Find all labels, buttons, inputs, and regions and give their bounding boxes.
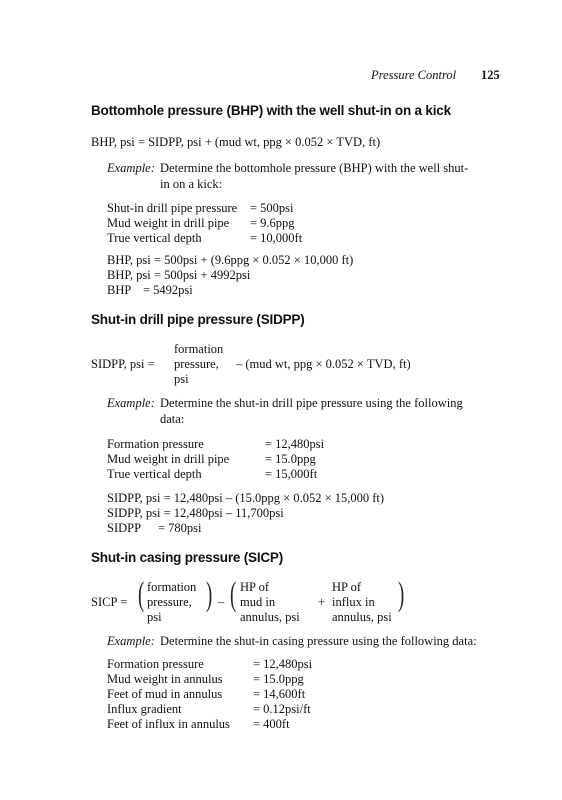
minus-sign: – bbox=[218, 595, 225, 609]
formula-term: HP of bbox=[332, 580, 362, 594]
left-parenthesis: ( bbox=[138, 576, 145, 613]
formula-term: influx in bbox=[332, 595, 375, 609]
example-label: Example: bbox=[107, 634, 155, 648]
formula-unit: psi bbox=[174, 372, 189, 386]
data-label: Feet of influx in annulus bbox=[107, 717, 230, 731]
right-parenthesis: ) bbox=[398, 576, 405, 613]
example-text: Determine the bottomhole pressure (BHP) with the well shut- bbox=[160, 161, 469, 175]
formula-term: HP of bbox=[240, 580, 270, 594]
data-label: Formation pressure bbox=[107, 437, 204, 451]
data-value: = 10,000ft bbox=[250, 231, 303, 245]
calc-line bbox=[107, 521, 202, 536]
formula-term: mud in bbox=[240, 595, 276, 609]
running-header-title: Pressure Control bbox=[371, 68, 457, 82]
calc-line: BHP, psi = 500psi + (9.6ppg × 0.052 × 10,000 ft) bbox=[107, 253, 354, 267]
example-text: Determine the shut-in drill pipe pressure using the following bbox=[160, 396, 463, 410]
data-value: = 15,000ft bbox=[265, 467, 318, 481]
section-heading-sicp: Shut-in casing pressure (SICP) bbox=[91, 550, 284, 565]
calc-line: BHP, psi = 500psi + 4992psi bbox=[107, 268, 251, 282]
data-label: Feet of mud in annulus bbox=[107, 687, 223, 701]
formula-numerator: formation bbox=[174, 342, 224, 356]
data-value: = 12,480psi bbox=[253, 657, 313, 671]
bhp-formula: BHP, psi = SIDPP, psi + (mud wt, ppg × 0.052 × TVD, ft) bbox=[91, 135, 381, 149]
data-label: True vertical depth bbox=[107, 231, 202, 245]
formula-term: formation bbox=[147, 580, 197, 594]
formula-term: psi bbox=[147, 610, 162, 624]
example-label: Example: bbox=[107, 161, 155, 175]
example-text: Determine the shut-in casing pressure using the following data: bbox=[160, 634, 477, 648]
data-label: Mud weight in drill pipe bbox=[107, 216, 230, 230]
right-parenthesis: ) bbox=[206, 576, 213, 613]
data-label: True vertical depth bbox=[107, 467, 202, 481]
sidpp-formula-rhs: – (mud wt, ppg × 0.052 × TVD, ft) bbox=[236, 357, 411, 371]
formula-term: pressure, bbox=[147, 595, 192, 609]
data-value: = 15.0ppg bbox=[265, 452, 316, 466]
left-parenthesis: ( bbox=[230, 576, 237, 613]
sidpp-formula-lhs: SIDPP, psi = bbox=[91, 357, 155, 371]
section-heading-sidpp: Shut-in drill pipe pressure (SIDPP) bbox=[91, 312, 305, 327]
data-value: = 9.6ppg bbox=[250, 216, 295, 230]
calc-line: SIDPP, psi = 12,480psi – (15.0ppg × 0.052 × 15,000 ft) bbox=[107, 491, 385, 505]
calc-rhs: = 780psi bbox=[158, 521, 202, 535]
calc-line: SIDPP, psi = 12,480psi – 11,700psi bbox=[107, 506, 284, 520]
data-value: = 0.12psi/ft bbox=[253, 702, 311, 716]
calc-lhs: SIDPP bbox=[107, 521, 142, 535]
example-text: data: bbox=[160, 412, 185, 426]
data-value: = 500psi bbox=[250, 201, 294, 215]
formula-term: annulus, psi bbox=[240, 610, 300, 624]
data-label: Mud weight in drill pipe bbox=[107, 452, 230, 466]
data-value: = 400ft bbox=[253, 717, 290, 731]
calc-rhs: = 5492psi bbox=[143, 283, 193, 297]
calc-lhs: BHP bbox=[107, 283, 132, 297]
example-label: Example: bbox=[107, 396, 155, 410]
formula-term: annulus, psi bbox=[332, 610, 392, 624]
calc-line bbox=[107, 283, 193, 298]
data-label: Formation pressure bbox=[107, 657, 204, 671]
data-value: = 12,480psi bbox=[265, 437, 325, 451]
data-label: Influx gradient bbox=[107, 702, 182, 716]
page-number: 125 bbox=[481, 68, 500, 82]
sicp-formula-lhs: SICP = bbox=[91, 595, 128, 609]
formula-middle: pressure, bbox=[174, 357, 219, 371]
section-heading-bhp: Bottomhole pressure (BHP) with the well shut-in on a kick bbox=[91, 103, 451, 118]
example-text: in on a kick: bbox=[160, 177, 223, 191]
plus-sign: + bbox=[318, 595, 326, 609]
data-value: = 14,600ft bbox=[253, 687, 306, 701]
data-label: Shut-in drill pipe pressure bbox=[107, 201, 238, 215]
data-label: Mud weight in annulus bbox=[107, 672, 223, 686]
data-value: = 15.0ppg bbox=[253, 672, 304, 686]
